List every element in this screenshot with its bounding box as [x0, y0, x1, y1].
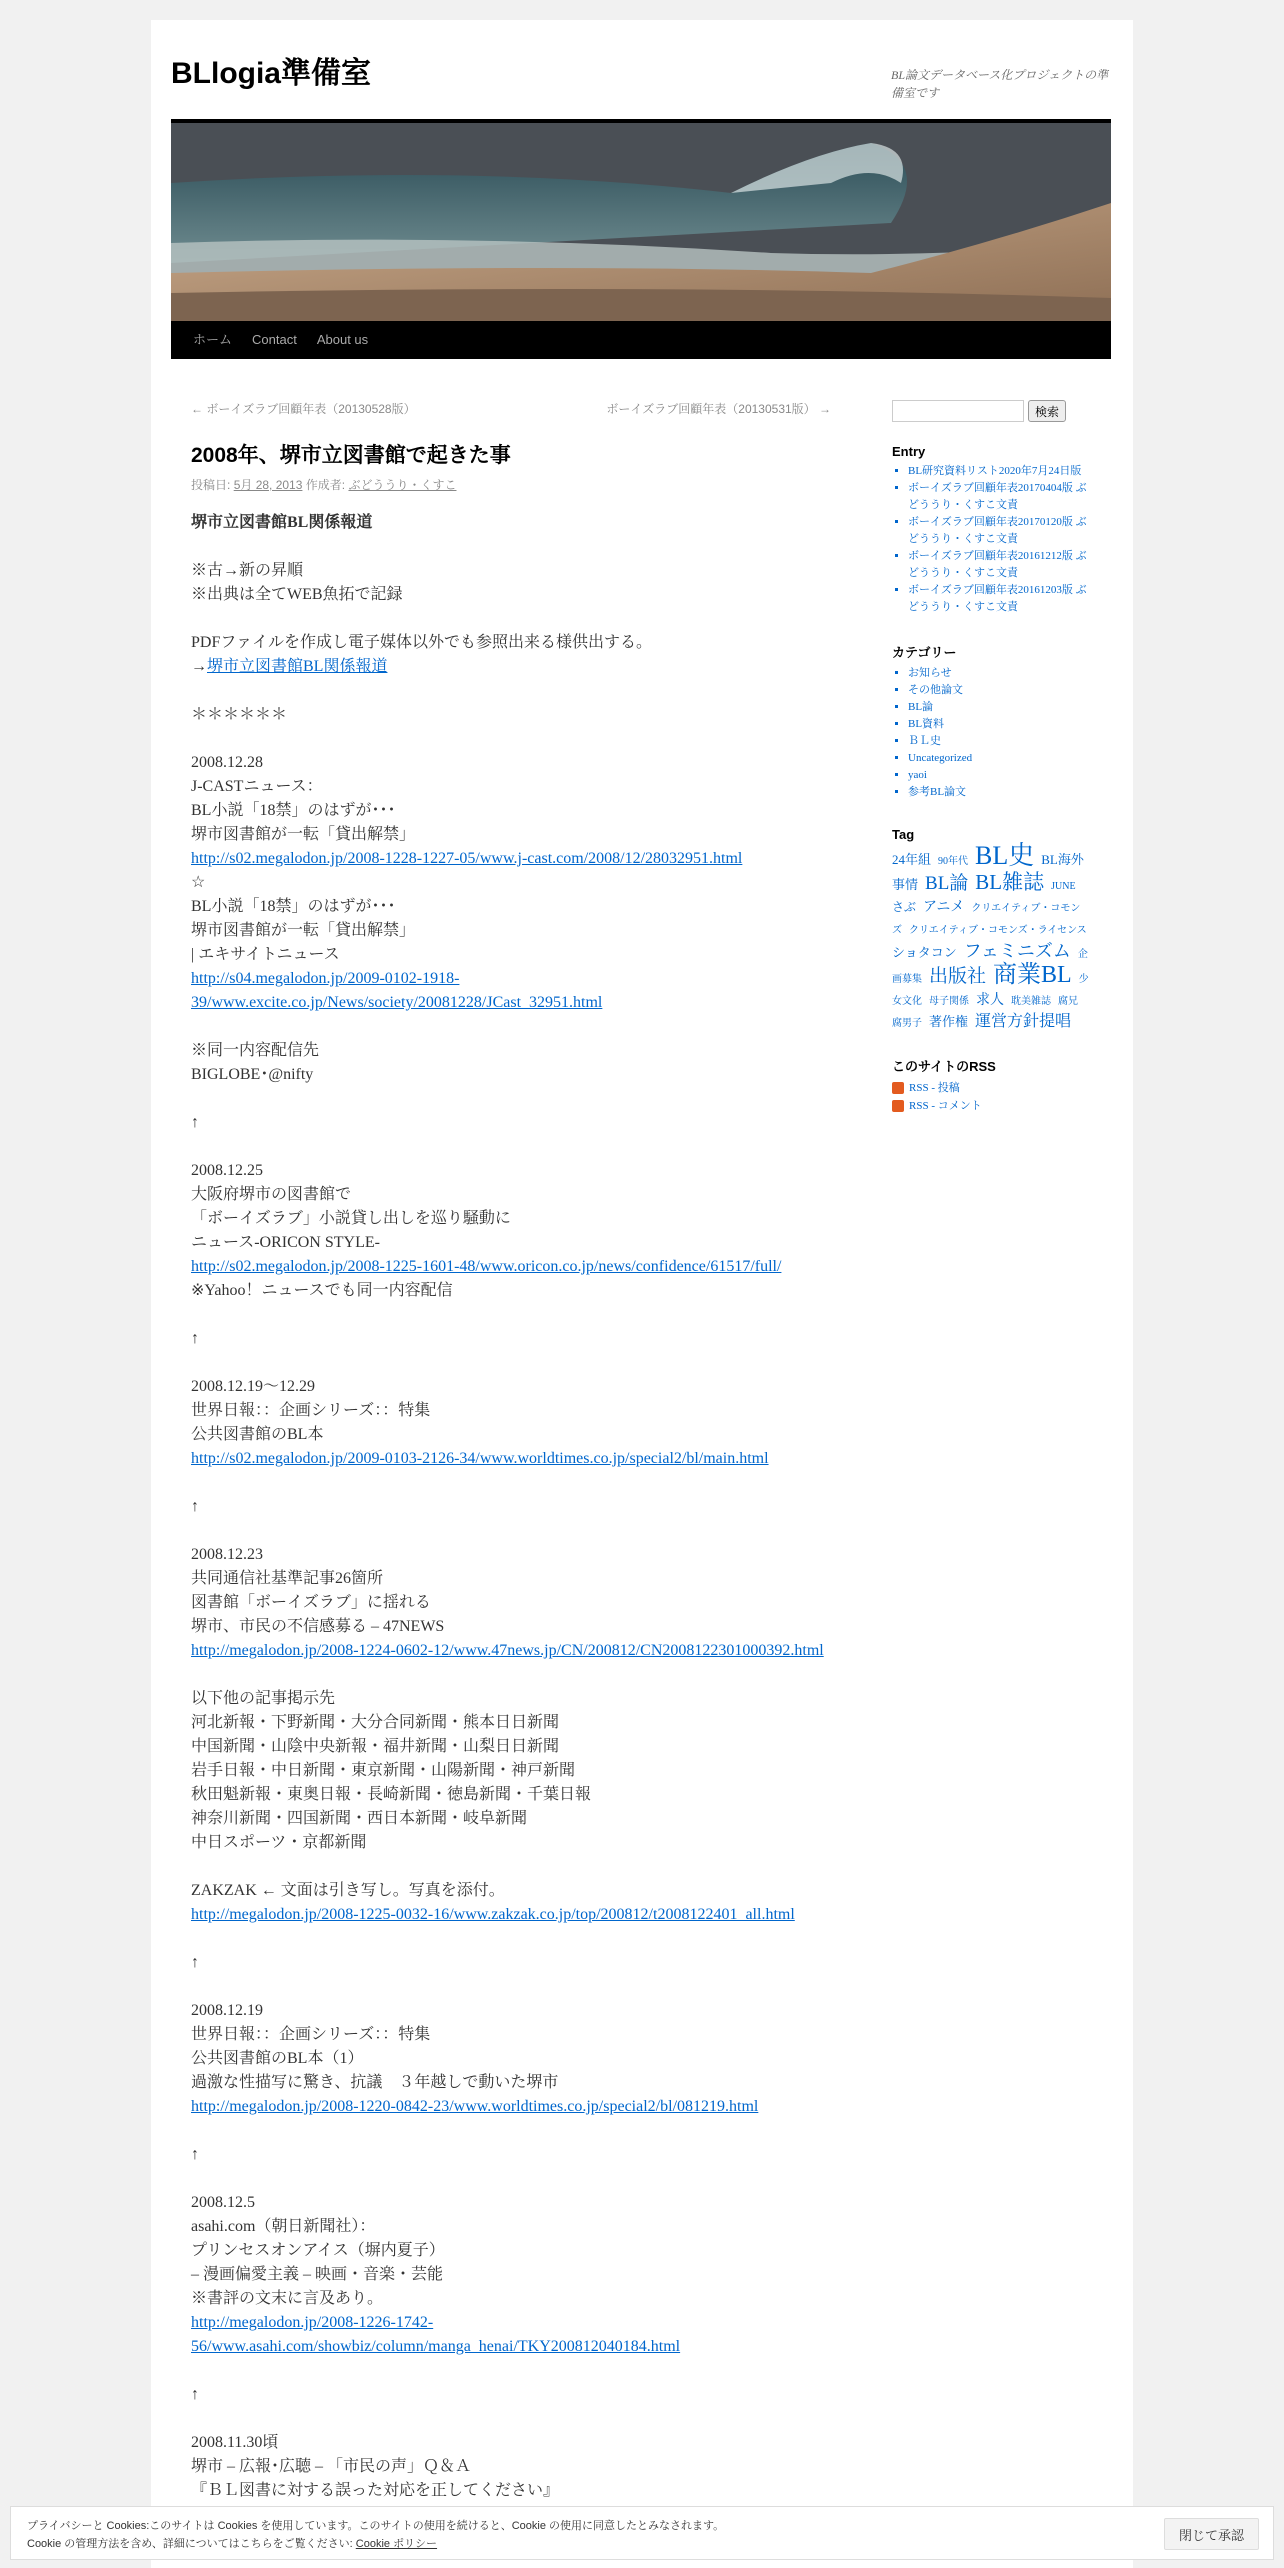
post-line-text: asahi.com（朝日新聞社）：: [191, 2218, 376, 2235]
tag-link[interactable]: 少女文化: [892, 974, 1089, 1007]
post-line-text: 秋田魁新報・東奥日報・長崎新聞・徳島新聞・千葉日報: [191, 1786, 592, 1803]
cookie-line-2-text: Cookie の管理方法を含め、詳細についてはこちらをご覧ください:: [27, 2538, 353, 2550]
tag-link[interactable]: JUNE: [1051, 881, 1076, 892]
post-line-text: 神奈川新聞・四国新聞・西日本新聞・岐阜新聞: [191, 1810, 528, 1827]
post-line-text: プリンセスオンアイス（塀内夏子）: [191, 2242, 445, 2259]
cookie-accept-button[interactable]: 閉じて承認: [1164, 2518, 1259, 2550]
archive-link[interactable]: 39/www.excite.co.jp/News/society/20081228/JCast_32951.html: [191, 994, 603, 1011]
tag-link[interactable]: 母子関係: [929, 996, 969, 1007]
tag-link[interactable]: アニメ: [923, 900, 965, 915]
post-line-text: 堺市図書館が一転「貸出解禁」: [191, 922, 416, 939]
widget-entries: [892, 444, 1092, 616]
tag-link[interactable]: 90年代: [938, 856, 969, 867]
post-paragraph: [191, 2143, 831, 2167]
post-paragraph: [191, 2191, 831, 2359]
post-line: [191, 1063, 831, 1087]
widget-title-tag: Tag: [892, 827, 915, 842]
post-paragraph: [191, 1879, 831, 1927]
post-line-text: BL小説「18禁」のはずが･･･: [191, 898, 396, 915]
post-line: [191, 1039, 831, 1063]
post-line: [191, 2431, 831, 2455]
site-title[interactable]: BLlogia準備室: [171, 57, 371, 90]
post-line-text: 『ＢＬ図書に対する誤った対応を正してください』: [191, 2482, 560, 2499]
post-paragraph: [191, 1327, 831, 1351]
post-line-text: ☆: [191, 874, 206, 891]
post-line: [191, 751, 831, 775]
menu-item-about[interactable]: About us: [316, 332, 369, 347]
category-item[interactable]: ▪ その他論文: [908, 682, 1092, 699]
post-line-text: ※出典は全てWEB魚拓で記録: [191, 586, 403, 603]
widget-categories: [892, 642, 1092, 801]
post-paragraph: [191, 1375, 831, 1471]
post-line-text: ニュース-ORICON STYLE-: [191, 1234, 380, 1251]
post-line-text: ↑: [191, 1954, 199, 1971]
post-paragraph: [191, 2383, 831, 2407]
post-line: [191, 2239, 831, 2263]
post-line-text: ※古→新の昇順: [191, 562, 304, 579]
post-line-text: ※同一内容配信先: [191, 1042, 320, 1059]
post-line: [191, 1759, 831, 1783]
post-line-text: 以下他の記事掲示先: [191, 1690, 336, 1707]
menu-item-home[interactable]: ホーム: [193, 332, 233, 347]
tag-link[interactable]: クリエイティブ・コモンズ: [892, 903, 1081, 936]
tag-link[interactable]: クリエイティブ・コモンズ・ライセンス: [909, 925, 1087, 936]
post-line: [191, 1951, 831, 1975]
post-line-text: 2008.12.28: [191, 754, 263, 771]
tag-link[interactable]: 企画募集: [892, 949, 1088, 985]
post-line-text: ↑: [191, 1498, 199, 1515]
post-line-text: | エキサイトニュース: [191, 946, 340, 963]
post-line: [191, 799, 831, 823]
tag-link[interactable]: 出版社: [929, 966, 987, 987]
tag-link[interactable]: さぶ: [892, 900, 917, 914]
tag-link[interactable]: 商業BL: [993, 962, 1072, 988]
post-line: [191, 871, 831, 895]
next-post-link[interactable]: ボーイズラブ回顧年表（20130531版） →: [606, 402, 831, 416]
cookie-banner: [10, 2506, 1274, 2560]
post-line: [191, 1495, 831, 1519]
post-line: [191, 1783, 831, 1807]
post-paragraph: [191, 1999, 831, 2119]
entries-list: [892, 463, 1092, 616]
post-line: [191, 2143, 831, 2167]
post-line-text: 2008.12.25: [191, 1162, 263, 1179]
post-line: [191, 1423, 831, 1447]
post-line: [191, 1207, 831, 1231]
post-line-text: ↑: [191, 1330, 199, 1347]
post-line: [191, 1567, 831, 1591]
post-line-text: ※Yahoo！ニュースでも同一内容配信: [191, 1282, 453, 1299]
pdf-report-link[interactable]: 堺市立図書館BL関係報道: [207, 658, 388, 675]
post-line: [191, 583, 831, 607]
tag-link[interactable]: BL論: [925, 873, 969, 894]
post-line: [191, 1879, 831, 1903]
tag-link[interactable]: 運営方針提唱: [975, 1013, 1072, 1030]
post-paragraph: [191, 1687, 831, 1855]
archive-link[interactable]: http://s02.megalodon.jp/2008-1228-1227-05/www.j-cast.com/2008/12/28032951.html: [191, 850, 743, 867]
tag-link[interactable]: BL雑誌: [975, 870, 1045, 894]
post-line: [191, 559, 831, 583]
search-button[interactable]: 検索: [1028, 400, 1066, 422]
post-line-text: – 漫画偏愛主義 – 映画・音楽・芸能: [191, 2266, 444, 2283]
previous-post-link[interactable]: ← ボーイズラブ回顧年表（20130528版）: [191, 402, 416, 416]
category-item[interactable]: ▪ ＢＬ史: [908, 733, 1092, 750]
post-line-text: 堺市図書館が一転「貸出解禁」: [191, 826, 416, 843]
post-line-text: ＊＊＊＊＊＊: [191, 706, 288, 723]
tag-link[interactable]: フェミニズム: [963, 941, 1071, 961]
post-line: [191, 2383, 831, 2407]
tag-link[interactable]: BL海外事情: [892, 852, 1084, 892]
post-line: [191, 1399, 831, 1423]
archive-link[interactable]: http://megalodon.jp/2008-1226-1742-: [191, 2314, 434, 2331]
post-line: [191, 1375, 831, 1399]
post-line-text: 大阪府堺市の図書館で: [191, 1186, 352, 1203]
cookie-line-2: [27, 2535, 1127, 2553]
archive-link[interactable]: http://megalodon.jp/2008-1220-0842-23/www.worldtimes.co.jp/special2/bl/081219.html: [191, 2098, 759, 2115]
post-line: [191, 775, 831, 799]
post-line: [191, 655, 831, 679]
category-item[interactable]: ▪ 参考BL論文: [908, 784, 1092, 801]
sidebar: [892, 400, 1092, 1115]
post-line-text: ↑: [191, 2386, 199, 2403]
tag-link[interactable]: 耽美雑誌: [1011, 996, 1051, 1007]
post-paragraph: [191, 751, 831, 1015]
post-line: [191, 1831, 831, 1855]
search-form: [892, 400, 1092, 422]
post-paragraph: [191, 1111, 831, 1135]
post-line: [191, 1111, 831, 1135]
post-subheading-text: 堺市立図書館BL関係報道: [191, 514, 373, 531]
post-line: [191, 2215, 831, 2239]
rss-posts-link[interactable]: [892, 1079, 1092, 1097]
site-description: BL論文データベース化プロジェクトの準備室です: [891, 68, 1109, 100]
post-line-text: 岩手日報・中日新聞・東京新聞・山陽新聞・神戸新聞: [191, 1762, 576, 1779]
post-paragraph: [191, 1495, 831, 1519]
entry-item[interactable]: ▪ BL研究資料リスト2020年7月24日版: [908, 463, 1092, 480]
tag-link[interactable]: ショタコン: [892, 945, 957, 960]
post-line: [191, 1687, 831, 1711]
post-line-text: 世界日報：：企画シリーズ：：特集: [191, 2026, 431, 2043]
post-line-text: 2008.12.19: [191, 2002, 263, 2019]
tag-link[interactable]: 著作権: [929, 1014, 969, 1029]
archive-link[interactable]: http://megalodon.jp/2008-1224-0602-12/www.47news.jp/CN/200812/CN2008122301000392.html: [191, 1642, 824, 1659]
post-title[interactable]: 2008年、堺市立図書館で起きた事: [191, 444, 511, 467]
post-line-text: 公共図書館のBL本（1）: [191, 2050, 364, 2067]
post-paragraph: [191, 511, 831, 535]
tag-link[interactable]: 求人: [976, 993, 1004, 1008]
post-line: [191, 2191, 831, 2215]
post-line: [191, 1999, 831, 2023]
post-line: [191, 1591, 831, 1615]
post-line-text: BIGLOBE･@nifty: [191, 1066, 314, 1083]
post-content: [191, 511, 831, 2527]
post-paragraph: [191, 1951, 831, 1975]
post-line-text: 堺市、市民の不信感募る – 47NEWS: [191, 1618, 445, 1635]
post-line-text: 世界日報：：企画シリーズ：：特集: [191, 1402, 431, 1419]
post-line-text: PDFファイルを作成し電子媒体以外でも参照出来る様供出する。: [191, 634, 653, 651]
post-line-text: →: [191, 658, 207, 675]
rss-icon: [892, 1082, 904, 1094]
post-line-text: 中日スポーツ・京都新聞: [191, 1834, 367, 1851]
post-line-text: 図書館「ボーイズラブ」に揺れる: [191, 1594, 431, 1611]
post-line-text: 河北新報・下野新聞・大分合同新聞・熊本日日新聞: [191, 1714, 560, 1731]
post-navigation: [191, 400, 831, 420]
post-line: [191, 1735, 831, 1759]
cookie-text: [27, 2517, 1127, 2553]
main-menu: [171, 321, 1111, 359]
post-line-text: BL小説「18禁」のはずが･･･: [191, 802, 396, 819]
content-column: [191, 400, 831, 2551]
post-line: [191, 2047, 831, 2071]
meta-author-label: 作成者:: [305, 478, 346, 492]
post-line-text: 「ボーイズラブ」小説貸し出しを巡り騒動に: [191, 1210, 511, 1227]
post-line: [191, 1279, 831, 1303]
cookie-policy-link[interactable]: Cookie ポリシー: [355, 2538, 438, 2550]
post-line: [191, 943, 831, 967]
post-paragraph: [191, 703, 831, 727]
archive-link[interactable]: http://s04.megalodon.jp/2009-0102-1918-: [191, 970, 460, 987]
post-line-text: 堺市 – 広報･広聴 – 「市民の声」Ｑ＆Ａ: [191, 2458, 472, 2475]
post-line: [191, 2023, 831, 2047]
post-line: [191, 2479, 831, 2503]
post-line: [191, 1807, 831, 1831]
entry-item[interactable]: ▪ ボーイズラブ回顧年表20161203版 ぶどううり・くすこ文責: [908, 582, 1092, 616]
widget-tags: [892, 827, 1092, 1034]
post-line: [191, 919, 831, 943]
post-line: [191, 2263, 831, 2287]
entry-item[interactable]: ▪ ボーイズラブ回顧年表20170404版 ぶどううり・くすこ文責: [908, 480, 1092, 514]
widget-title-entry: Entry: [892, 444, 926, 459]
categories-list: [892, 665, 1092, 801]
category-item[interactable]: ▪ BL論: [908, 699, 1092, 716]
meta-date-label: 投稿日:: [191, 478, 231, 492]
post-line-text: 中国新聞・山陰中央新報・福井新聞・山梨日日新聞: [191, 1738, 560, 1755]
widget-title-rss: このサイトのRSS: [892, 1059, 996, 1074]
post-line: [191, 1327, 831, 1351]
header-wave-image: [171, 123, 1111, 321]
entry-item[interactable]: ▪ ボーイズラブ回顧年表20161212版 ぶどううり・くすこ文責: [908, 548, 1092, 582]
category-item[interactable]: ▪ yaoi: [908, 767, 1092, 784]
post-line-text: 過激な性描写に驚き、抗議 ３年越しで動いた堺市: [191, 2074, 559, 2091]
category-item[interactable]: ▪ お知らせ: [908, 665, 1092, 682]
menu-item-contact[interactable]: Contact: [252, 332, 297, 347]
archive-link[interactable]: http://s02.megalodon.jp/2008-1225-1601-48/www.oricon.co.jp/news/confidence/61517/full/: [191, 1258, 782, 1275]
post-line-text: 共同通信社基準記事26箇所: [191, 1570, 384, 1587]
post-line: [191, 1159, 831, 1183]
tag-link[interactable]: 24年組: [892, 852, 932, 867]
post-line-text: 公共図書館のBL本: [191, 1426, 324, 1443]
post-line-text: J-CASTニュース：: [191, 778, 323, 795]
widget-rss: [892, 1056, 1092, 1115]
post-line-text: ↑: [191, 1114, 199, 1131]
post-line-text: ※書評の文末に言及あり。: [191, 2290, 384, 2307]
post-line: [191, 2071, 831, 2095]
rss-icon: [892, 1100, 904, 1112]
cookie-line-1: プライバシーと Cookies:このサイトは Cookies を使用しています。このサイトの使用を続けると、Cookie の使用に同意したとみなされます。: [27, 2520, 725, 2532]
rss-posts-label[interactable]: RSS - 投稿: [909, 1082, 960, 1094]
post-date-link[interactable]: 5月 28, 2013: [233, 478, 303, 492]
post-line: [191, 823, 831, 847]
post-line: [191, 895, 831, 919]
archive-link[interactable]: 56/www.asahi.com/showbiz/column/manga_henai/TKY200812040184.html: [191, 2338, 681, 2355]
post-line: [191, 1183, 831, 1207]
post-subheading: [191, 511, 831, 535]
post-paragraph: [191, 559, 831, 607]
tag-link[interactable]: BL史: [975, 841, 1035, 870]
post-paragraph: [191, 1159, 831, 1303]
tag-link[interactable]: 腐男子: [892, 1018, 922, 1029]
category-item[interactable]: ▪ Uncategorized: [908, 750, 1092, 767]
widget-title-category: カテゴリー: [892, 645, 957, 660]
entry-item[interactable]: ▪ ボーイズラブ回顧年表20170120版 ぶどううり・くすこ文責: [908, 514, 1092, 548]
post-paragraph: [191, 1039, 831, 1087]
post-paragraph: [191, 1543, 831, 1663]
post-line: [191, 1543, 831, 1567]
post-line: [191, 1231, 831, 1255]
post-paragraph: [191, 631, 831, 679]
tag-cloud: [892, 841, 1092, 1034]
post-line: [191, 631, 831, 655]
post-line-text: ↑: [191, 2146, 199, 2163]
post-author-link[interactable]: ぶどううり・くすこ: [348, 478, 457, 492]
search-input[interactable]: [892, 400, 1024, 422]
post-line: [191, 2287, 831, 2311]
post-line-text: 2008.12.23: [191, 1546, 263, 1563]
rss-comments-link[interactable]: [892, 1097, 1092, 1115]
post-line-text: 2008.11.30頃: [191, 2434, 279, 2451]
post-line-text: 2008.12.5: [191, 2194, 255, 2211]
archive-link[interactable]: http://megalodon.jp/2008-1225-0032-16/www.zakzak.co.jp/top/200812/t2008122401_all.html: [191, 1906, 795, 1923]
post-meta: [191, 476, 831, 493]
tag-link[interactable]: 腐兄: [1058, 996, 1078, 1007]
category-item[interactable]: ▪ BL資料: [908, 716, 1092, 733]
post-line: [191, 703, 831, 727]
post-line: [191, 1711, 831, 1735]
post-line-text: ZAKZAK ← 文面は引き写し。写真を添付。: [191, 1882, 505, 1899]
rss-comments-label[interactable]: RSS - コメント: [909, 1100, 982, 1112]
archive-link[interactable]: http://s02.megalodon.jp/2009-0103-2126-34/www.worldtimes.co.jp/special2/bl/main.html: [191, 1450, 769, 1467]
post-line: [191, 1615, 831, 1639]
post-line: [191, 2455, 831, 2479]
post-line-text: 2008.12.19～12.29: [191, 1378, 316, 1395]
page-wrapper: [151, 20, 1133, 2568]
